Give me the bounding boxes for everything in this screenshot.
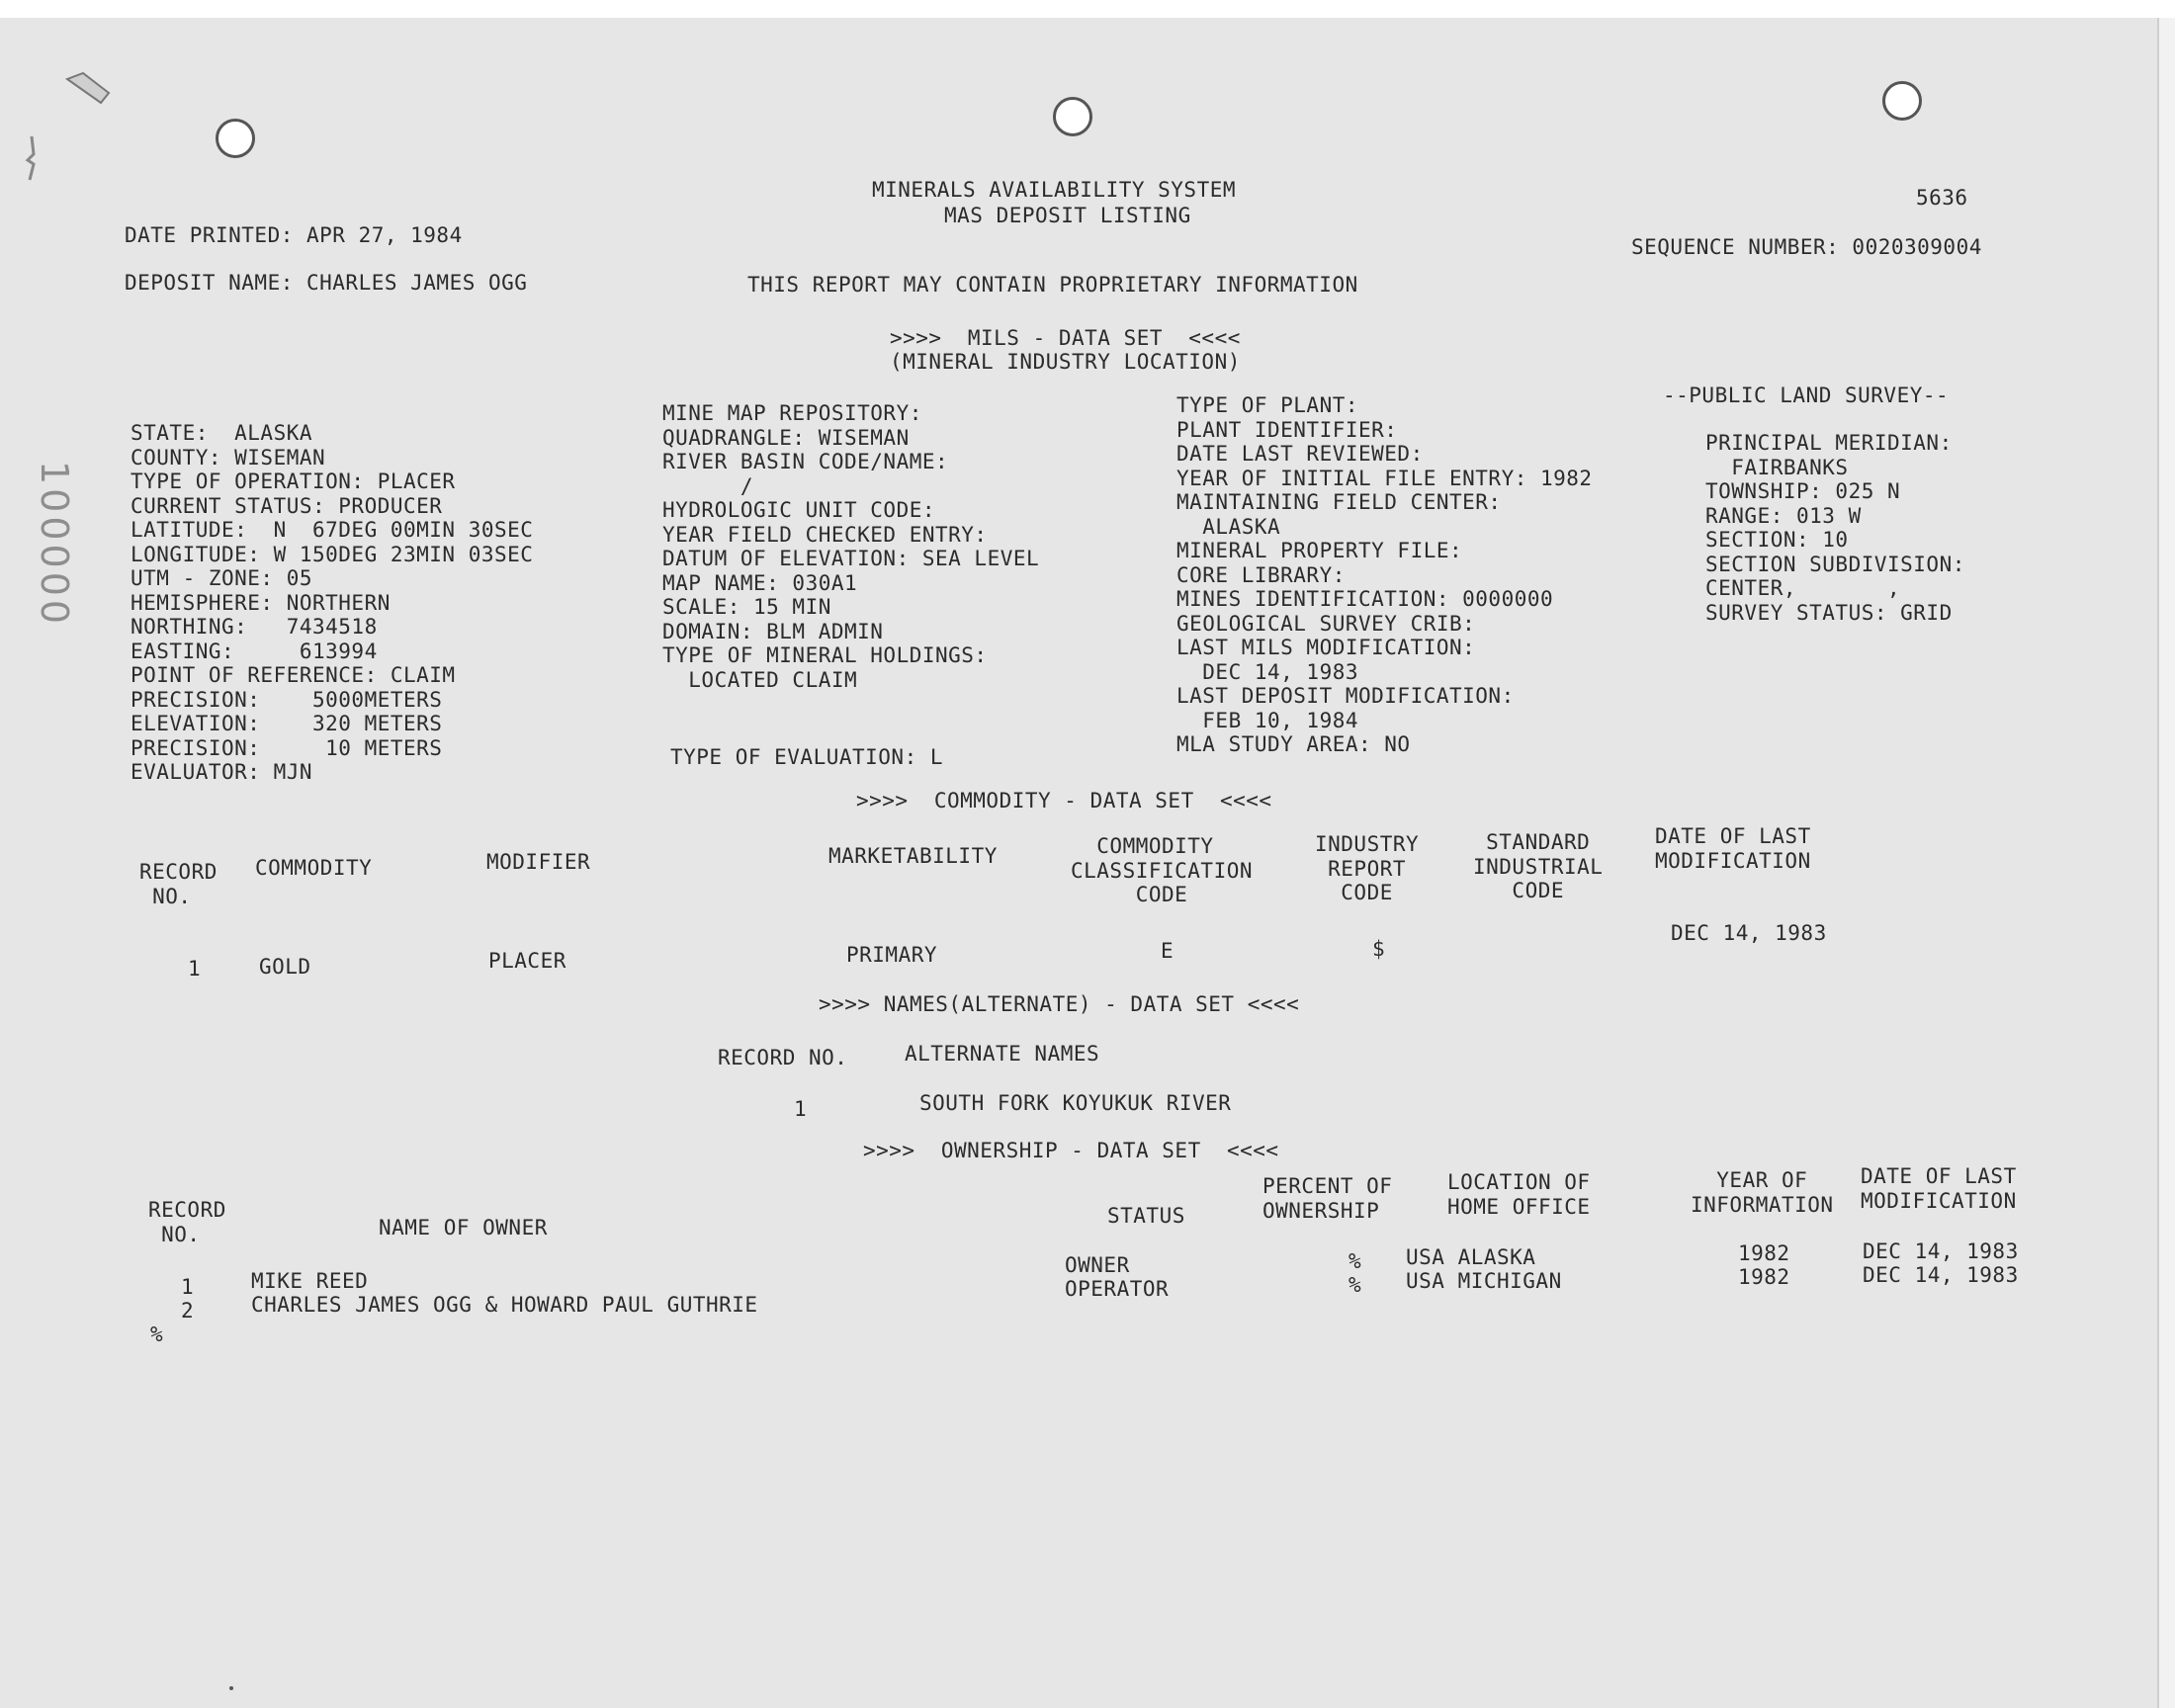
commodity-col-commodity: COMMODITY: [255, 856, 373, 880]
staple-mark-icon: [61, 69, 117, 113]
commodity-date-of-last-modification: DEC 14, 1983: [1671, 921, 1827, 945]
commodity-col-modifier: MODIFIER: [486, 850, 591, 874]
mils-section-subtitle: (MINERAL INDUSTRY LOCATION): [890, 350, 1241, 374]
binder-hole-left: [216, 119, 255, 158]
names-section-title: >>>> NAMES(ALTERNATE) - DATA SET <<<<: [819, 992, 1300, 1016]
pin-mark-icon: [22, 134, 42, 182]
alternate-name: SOUTH FORK KOYUKUK RIVER: [919, 1091, 1232, 1115]
page-edge: [2157, 18, 2175, 1708]
commodity-modifier: PLACER: [488, 949, 566, 973]
document-page: [0, 18, 2175, 1708]
ownership-col-record-no: RECORD NO.: [148, 1198, 226, 1246]
commodity-col-record-no: RECORD NO.: [139, 860, 218, 908]
mils-map-fields: MINE MAP REPOSITORY: QUADRANGLE: WISEMAN RIVER BASIN CODE/NAME: / HYDROLOGIC UNIT CODE: YEAR FIELD CHECKED ENTRY: DATUM OF ELEVATION: SEA LEVEL MAP NAME: 030A1 SCALE: 15 MIN DOMAIN: BLM ADMIN TYPE OF MINERAL HOLDINGS: LOCATED CLAIM: [662, 401, 1040, 692]
commodity-name: GOLD: [259, 955, 311, 979]
mils-section-title: >>>> MILS - DATA SET <<<<: [890, 326, 1241, 350]
ownership-footer-mark: %: [150, 1323, 164, 1346]
sequence-number: SEQUENCE NUMBER: 0020309004: [1631, 235, 1982, 259]
owner-record-no: 1: [181, 1275, 195, 1299]
system-title: MINERALS AVAILABILITY SYSTEM: [872, 178, 1237, 202]
public-land-survey-title: --PUBLIC LAND SURVEY--: [1663, 384, 1950, 407]
deposit-name: DEPOSIT NAME: CHARLES JAMES OGG: [125, 271, 528, 295]
commodity-marketability: PRIMARY: [846, 943, 938, 967]
mils-location-fields: STATE: ALASKA COUNTY: WISEMAN TYPE OF OPERATION: PLACER CURRENT STATUS: PRODUCER LATITUDE: N 67DEG 00MIN 30SEC LONGITUDE: W 150DEG 23MIN 03SEC UTM - ZONE: 05 HEMISPHERE: NORTHERN NORTHING: 7434518 EASTING: 613994 POINT OF REFERENCE: CLAIM PRECISION: 5000METERS ELEVATION: 320 METERS PRECISION: 10 METERS EVALUATOR: MJN: [130, 421, 534, 784]
commodity-col-classification: COMMODITY CLASSIFICATION CODE: [1071, 834, 1254, 906]
ownership-section-title: >>>> OWNERSHIP - DATA SET <<<<: [863, 1139, 1279, 1162]
commodity-industry-report-code: $: [1372, 937, 1386, 961]
alternate-name-record-no: 1: [794, 1097, 808, 1121]
owner-date: DEC 14, 1983: [1863, 1239, 2019, 1263]
commodity-col-date-of-last-modification: DATE OF LAST MODIFICATION: [1655, 824, 1811, 873]
owner-location: USA MICHIGAN: [1406, 1269, 1562, 1293]
owner-status: OPERATOR: [1065, 1277, 1170, 1301]
margin-note: [10, 453, 76, 650]
owner-name: CHARLES JAMES OGG & HOWARD PAUL GUTHRIE: [251, 1293, 758, 1317]
commodity-col-industry-report: INDUSTRY REPORT CODE: [1315, 832, 1420, 904]
ownership-col-location: LOCATION OF HOME OFFICE: [1447, 1170, 1591, 1219]
ownership-col-name: NAME OF OWNER: [379, 1216, 548, 1239]
names-col-record-no: RECORD NO.: [718, 1046, 848, 1069]
proprietary-notice: THIS REPORT MAY CONTAIN PROPRIETARY INFORMATION: [747, 273, 1358, 297]
ownership-col-date: DATE OF LAST MODIFICATION: [1861, 1164, 2017, 1213]
owner-percent: %: [1348, 1249, 1362, 1273]
names-col-alternate-names: ALTERNATE NAMES: [905, 1042, 1100, 1066]
owner-year: 1982: [1738, 1241, 1790, 1265]
owner-record-no: 2: [181, 1299, 195, 1323]
owner-name: MIKE REED: [251, 1269, 369, 1293]
owner-date: DEC 14, 1983: [1863, 1263, 2019, 1287]
page-speck: [229, 1686, 233, 1690]
mils-file-fields: TYPE OF PLANT: PLANT IDENTIFIER: DATE LAST REVIEWED: YEAR OF INITIAL FILE ENTRY: 1982 MAINTAINING FIELD CENTER: ALASKA MINERAL PROPERTY FILE: CORE LIBRARY: MINES IDENTIFICATION: 0000000 GEOLOGICAL SURVEY CRIB: LAST MILS MODIFICATION: DEC 14, 1983 LAST DEPOSIT MODIFICATION: FEB 10, 1984 MLA STUDY AREA: NO: [1176, 393, 1593, 756]
page-number: 5636: [1916, 186, 1968, 210]
date-printed: DATE PRINTED: APR 27, 1984: [125, 223, 463, 247]
owner-percent: %: [1348, 1273, 1362, 1297]
ownership-col-percent: PERCENT OF OWNERSHIP: [1262, 1174, 1393, 1223]
public-land-survey-fields: PRINCIPAL MERIDIAN: FAIRBANKS TOWNSHIP: 025 N RANGE: 013 W SECTION: 10 SECTION SUBDIVISION: CENTER, , SURVEY STATUS: GRID: [1705, 431, 1965, 625]
ownership-col-year: YEAR OF INFORMATION: [1691, 1168, 1834, 1217]
binder-hole-center: [1053, 97, 1092, 136]
commodity-record-no: 1: [188, 957, 202, 981]
owner-year: 1982: [1738, 1265, 1790, 1289]
binder-hole-right: [1882, 81, 1922, 121]
ownership-col-status: STATUS: [1107, 1204, 1185, 1228]
commodity-section-title: >>>> COMMODITY - DATA SET <<<<: [856, 789, 1272, 812]
type-of-evaluation: TYPE OF EVALUATION: L: [670, 745, 944, 769]
svg-text:100000: 100000: [33, 461, 76, 629]
commodity-col-sic: STANDARD INDUSTRIAL CODE: [1473, 830, 1604, 902]
owner-location: USA ALASKA: [1406, 1245, 1536, 1269]
listing-title: MAS DEPOSIT LISTING: [944, 204, 1191, 227]
commodity-col-marketability: MARKETABILITY: [828, 844, 998, 868]
commodity-classification-code: E: [1161, 939, 1174, 963]
owner-status: OWNER: [1065, 1253, 1130, 1277]
